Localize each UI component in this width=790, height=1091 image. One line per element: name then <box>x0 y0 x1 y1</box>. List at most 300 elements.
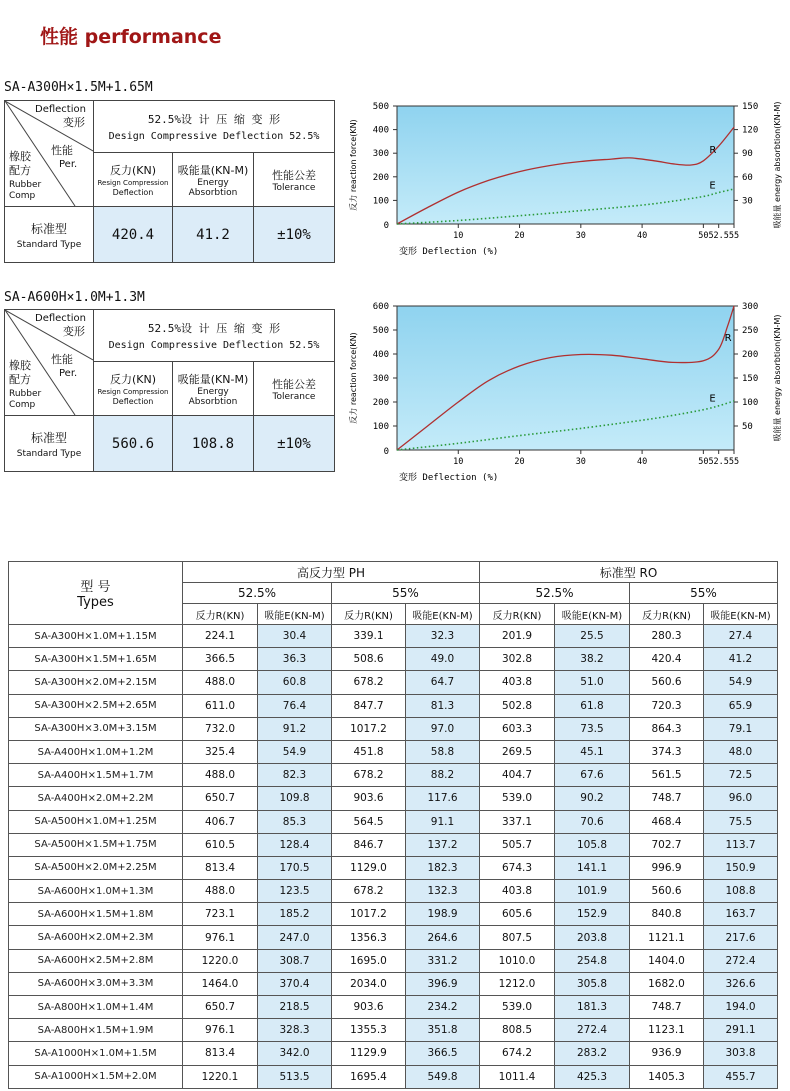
col-energy-en1: Energy <box>197 386 229 397</box>
y-left-tick-label: 600 <box>372 302 389 312</box>
energy-cell: 163.7 <box>704 903 778 926</box>
y-right-tick-label: 90 <box>742 149 753 160</box>
energy-cell: 123.5 <box>258 880 332 903</box>
reaction-cell: 1355.3 <box>332 1019 406 1042</box>
ro-pct2-header: 55% <box>630 583 778 604</box>
reaction-cell: 813.4 <box>183 1042 258 1065</box>
x-tick-label: 55 <box>728 457 740 467</box>
deflection-en-label: Deflection <box>35 313 86 324</box>
col-reaction-cn: 反力(KN) <box>109 372 157 386</box>
series-label-r: R <box>709 144 717 156</box>
reaction-cell: 564.5 <box>332 810 406 833</box>
col-r-header: 反力R(KN) <box>630 604 704 625</box>
y-right-axis-label: 吸能量 energy absorbtion(KN-M) <box>773 101 782 229</box>
x-tick-label: 30 <box>575 231 586 241</box>
reaction-cell: 1464.0 <box>183 972 258 995</box>
energy-cell: 331.2 <box>406 949 480 972</box>
reaction-cell: 1405.3 <box>630 1065 704 1088</box>
col-e-header: 吸能E(KN-M) <box>555 604 630 625</box>
col-energy-header <box>173 362 254 416</box>
table-row <box>9 625 778 648</box>
per-cn-label: 性能 <box>51 353 73 366</box>
x-tick-label: 20 <box>514 457 525 467</box>
energy-cell: 132.3 <box>406 880 480 903</box>
energy-cell: 264.6 <box>406 926 480 949</box>
energy-cell: 328.3 <box>258 1019 332 1042</box>
energy-cell: 152.9 <box>555 903 630 926</box>
table-row <box>9 1065 778 1088</box>
type-cell: SA-A300H×2.5M+2.65M <box>9 694 183 717</box>
reaction-cell: 224.1 <box>183 625 258 648</box>
deflection-cn-label: 变形 <box>63 325 85 338</box>
energy-cell: 194.0 <box>704 996 778 1019</box>
reaction-cell: 451.8 <box>332 740 406 763</box>
col-tolerance-en1: Tolerance <box>272 391 316 402</box>
reaction-cell: 488.0 <box>183 880 258 903</box>
type-cell: SA-A300H×2.0M+2.15M <box>9 671 183 694</box>
col-e-header: 吸能E(KN-M) <box>704 604 778 625</box>
x-axis-label: 变形 Deflection (%) <box>399 473 499 483</box>
x-axis-label: 变形 Deflection (%) <box>399 247 499 257</box>
energy-cell: 85.3 <box>258 810 332 833</box>
y-right-tick-label: 200 <box>742 350 759 360</box>
reaction-cell: 269.5 <box>480 740 555 763</box>
energy-cell: 45.1 <box>555 740 630 763</box>
table-row <box>9 717 778 740</box>
energy-cell: 425.3 <box>555 1065 630 1088</box>
energy-cell: 36.3 <box>258 648 332 671</box>
reaction-cell: 1212.0 <box>480 972 555 995</box>
reaction-cell: 678.2 <box>332 880 406 903</box>
reaction-cell: 847.7 <box>332 694 406 717</box>
reaction-cell: 468.4 <box>630 810 704 833</box>
reaction-cell: 403.8 <box>480 880 555 903</box>
energy-cell: 72.5 <box>704 764 778 787</box>
rubber-cn-label-1: 橡胶 <box>9 150 31 163</box>
energy-cell: 61.8 <box>555 694 630 717</box>
reaction-cell: 674.3 <box>480 856 555 879</box>
reaction-cell: 1129.9 <box>332 1042 406 1065</box>
reaction-cell: 603.3 <box>480 717 555 740</box>
reaction-cell: 748.7 <box>630 996 704 1019</box>
energy-cell: 396.9 <box>406 972 480 995</box>
series-label-e: E <box>709 393 716 405</box>
energy-cell: 181.3 <box>555 996 630 1019</box>
table-row <box>9 764 778 787</box>
energy-cell: 113.7 <box>704 833 778 856</box>
col-energy-cn: 吸能量(KN-M) <box>177 372 249 386</box>
y-right-tick-label: 300 <box>742 302 759 312</box>
y-right-tick-label: 250 <box>742 326 759 336</box>
spec-table-2 <box>4 309 335 472</box>
rubber-cn-label-2: 配方 <box>9 164 31 177</box>
reaction-cell: 366.5 <box>183 648 258 671</box>
series-label-r: R <box>724 333 732 345</box>
reaction-cell: 374.3 <box>630 740 704 763</box>
table-row <box>9 949 778 972</box>
reaction-cell: 723.1 <box>183 903 258 926</box>
energy-cell: 291.1 <box>704 1019 778 1042</box>
deflection-en-label: Deflection <box>35 104 86 115</box>
energy-cell: 342.0 <box>258 1042 332 1065</box>
value-energy: 108.8 <box>173 416 254 472</box>
y-left-zero: 0 <box>383 447 389 457</box>
y-right-tick-label: 30 <box>742 196 753 207</box>
reaction-cell: 840.8 <box>630 903 704 926</box>
reaction-cell: 560.6 <box>630 880 704 903</box>
reaction-cell: 678.2 <box>332 764 406 787</box>
type-cell: SA-A400H×2.0M+2.2M <box>9 787 183 810</box>
reaction-cell: 720.3 <box>630 694 704 717</box>
energy-cell: 38.2 <box>555 648 630 671</box>
reaction-cell: 1695.0 <box>332 949 406 972</box>
energy-cell: 109.8 <box>258 787 332 810</box>
x-tick-label: 40 <box>636 457 648 467</box>
reaction-cell: 420.4 <box>630 648 704 671</box>
energy-cell: 88.2 <box>406 764 480 787</box>
col-r-header: 反力R(KN) <box>183 604 258 625</box>
table-row <box>9 856 778 879</box>
energy-cell: 54.9 <box>704 671 778 694</box>
energy-cell: 150.9 <box>704 856 778 879</box>
value-reaction: 560.6 <box>94 416 173 472</box>
energy-cell: 96.0 <box>704 787 778 810</box>
deflection-cn-label: 变形 <box>63 116 85 129</box>
reaction-cell: 903.6 <box>332 787 406 810</box>
per-cn-label: 性能 <box>51 144 73 157</box>
x-tick-label: 52.5 <box>708 457 729 467</box>
table-row <box>9 880 778 903</box>
x-tick-label: 20 <box>514 231 525 241</box>
col-energy-header <box>173 153 254 207</box>
type-cell: SA-A300H×1.5M+1.65M <box>9 648 183 671</box>
x-tick-label: 10 <box>453 457 464 467</box>
design-header-en: Design Compressive Deflection 52.5% <box>108 131 320 143</box>
reaction-cell: 488.0 <box>183 764 258 787</box>
col-energy-en2: Absorbtion <box>188 396 238 407</box>
model-title-1: SA-A300H×1.5M+1.65M <box>4 80 153 95</box>
reaction-cell: 678.2 <box>332 671 406 694</box>
reaction-cell: 201.9 <box>480 625 555 648</box>
type-cell: SA-A800H×1.5M+1.9M <box>9 1019 183 1042</box>
energy-cell: 75.5 <box>704 810 778 833</box>
y-right-axis-label: 吸能量 energy absorbtion(KN-M) <box>773 314 782 442</box>
reaction-cell: 611.0 <box>183 694 258 717</box>
col-energy-en1: Energy <box>197 177 229 188</box>
energy-cell: 97.0 <box>406 717 480 740</box>
reaction-cell: 1017.2 <box>332 717 406 740</box>
energy-cell: 141.1 <box>555 856 630 879</box>
row-standard-en: Standard Type <box>16 239 82 250</box>
reaction-cell: 748.7 <box>630 787 704 810</box>
energy-cell: 81.3 <box>406 694 480 717</box>
y-left-tick-label: 100 <box>372 422 389 432</box>
col-reaction-en1: Resign Compression <box>97 178 169 187</box>
energy-cell: 70.6 <box>555 810 630 833</box>
reaction-cell: 1220.0 <box>183 949 258 972</box>
rubber-en-label-1: Rubber <box>9 180 42 190</box>
diagonal-header-cell <box>5 101 94 207</box>
energy-cell: 64.7 <box>406 671 480 694</box>
reaction-cell: 1404.0 <box>630 949 704 972</box>
col-e-header: 吸能E(KN-M) <box>258 604 332 625</box>
y-left-axis-label: 反力 reaction force(KN) <box>349 332 358 424</box>
col-reaction-en2: Deflection <box>112 396 154 406</box>
reaction-cell: 605.6 <box>480 903 555 926</box>
energy-cell: 272.4 <box>704 949 778 972</box>
per-en-label: Per. <box>59 368 78 379</box>
reaction-cell: 403.8 <box>480 671 555 694</box>
value-tolerance: ±10% <box>254 416 335 472</box>
y-left-axis-label: 反力 reaction force(KN) <box>349 119 358 211</box>
page-heading: 性能 performance <box>40 26 222 48</box>
table-row <box>9 926 778 949</box>
energy-cell: 513.5 <box>258 1065 332 1088</box>
energy-cell: 30.4 <box>258 625 332 648</box>
x-tick-label: 10 <box>453 231 464 241</box>
x-tick-label: 40 <box>636 231 648 241</box>
reaction-cell: 502.8 <box>480 694 555 717</box>
table-row <box>9 833 778 856</box>
energy-cell: 51.0 <box>555 671 630 694</box>
row-standard-cn: 标准型 <box>30 221 67 236</box>
ro-pct1-header: 52.5% <box>480 583 630 604</box>
table-row <box>9 740 778 763</box>
value-reaction: 420.4 <box>94 207 173 263</box>
reaction-cell: 903.6 <box>332 996 406 1019</box>
types-header-en: Types <box>77 595 114 610</box>
col-reaction-en1: Resign Compression <box>97 387 169 396</box>
reaction-cell: 2034.0 <box>332 972 406 995</box>
energy-cell: 60.8 <box>258 671 332 694</box>
x-tick-label: 30 <box>575 457 586 467</box>
reaction-cell: 976.1 <box>183 926 258 949</box>
energy-cell: 76.4 <box>258 694 332 717</box>
reaction-cell: 650.7 <box>183 996 258 1019</box>
type-cell: SA-A300H×3.0M+3.15M <box>9 717 183 740</box>
reaction-cell: 404.7 <box>480 764 555 787</box>
table-row <box>9 972 778 995</box>
energy-cell: 117.6 <box>406 787 480 810</box>
ph-pct2-header: 55% <box>332 583 480 604</box>
model-title-2: SA-A600H×1.0M+1.3M <box>4 290 145 305</box>
energy-cell: 198.9 <box>406 903 480 926</box>
energy-cell: 234.2 <box>406 996 480 1019</box>
col-reaction-cn: 反力(KN) <box>109 163 157 177</box>
reaction-cell: 280.3 <box>630 625 704 648</box>
reaction-cell: 976.1 <box>183 1019 258 1042</box>
energy-cell: 370.4 <box>258 972 332 995</box>
energy-cell: 305.8 <box>555 972 630 995</box>
energy-cell: 32.3 <box>406 625 480 648</box>
x-tick-label: 55 <box>728 231 740 241</box>
col-tolerance-cn: 性能公差 <box>272 377 316 391</box>
deflection-chart-1 <box>340 96 790 264</box>
x-tick-label: 50 <box>698 457 709 467</box>
reaction-cell: 808.5 <box>480 1019 555 1042</box>
col-reaction-en2: Deflection <box>112 187 154 197</box>
type-cell: SA-A500H×2.0M+2.25M <box>9 856 183 879</box>
y-left-tick-label: 100 <box>372 196 389 207</box>
energy-cell: 549.8 <box>406 1065 480 1088</box>
energy-cell: 254.8 <box>555 949 630 972</box>
energy-cell: 218.5 <box>258 996 332 1019</box>
reaction-cell: 339.1 <box>332 625 406 648</box>
energy-cell: 182.3 <box>406 856 480 879</box>
performance-table <box>8 561 778 1089</box>
energy-cell: 41.2 <box>704 648 778 671</box>
reaction-cell: 610.5 <box>183 833 258 856</box>
table-row <box>9 1019 778 1042</box>
reaction-cell: 406.7 <box>183 810 258 833</box>
reaction-cell: 1011.4 <box>480 1065 555 1088</box>
energy-cell: 185.2 <box>258 903 332 926</box>
energy-cell: 455.7 <box>704 1065 778 1088</box>
reaction-cell: 996.9 <box>630 856 704 879</box>
x-tick-label: 52.5 <box>708 231 729 241</box>
col-tolerance-header <box>254 362 335 416</box>
reaction-cell: 561.5 <box>630 764 704 787</box>
x-tick-label: 50 <box>698 231 709 241</box>
energy-cell: 79.1 <box>704 717 778 740</box>
deflection-chart-2 <box>340 296 790 488</box>
reaction-cell: 674.2 <box>480 1042 555 1065</box>
col-tolerance-header <box>254 153 335 207</box>
row-standard-en: Standard Type <box>16 448 82 459</box>
y-right-tick-label: 60 <box>742 172 753 183</box>
energy-cell: 247.0 <box>258 926 332 949</box>
energy-cell: 67.6 <box>555 764 630 787</box>
energy-cell: 82.3 <box>258 764 332 787</box>
reaction-cell: 325.4 <box>183 740 258 763</box>
energy-cell: 217.6 <box>704 926 778 949</box>
energy-cell: 272.4 <box>555 1019 630 1042</box>
row-standard-type <box>5 416 94 472</box>
table-row <box>9 648 778 671</box>
reaction-cell: 508.6 <box>332 648 406 671</box>
energy-cell: 91.2 <box>258 717 332 740</box>
col-energy-en2: Absorbtion <box>188 187 238 198</box>
ph-pct1-header: 52.5% <box>183 583 332 604</box>
reaction-cell: 505.7 <box>480 833 555 856</box>
energy-cell: 90.2 <box>555 787 630 810</box>
energy-cell: 91.1 <box>406 810 480 833</box>
col-tolerance-cn: 性能公差 <box>272 168 316 182</box>
y-left-tick-label: 300 <box>372 374 389 384</box>
energy-cell: 58.8 <box>406 740 480 763</box>
reaction-cell: 807.5 <box>480 926 555 949</box>
reaction-cell: 864.3 <box>630 717 704 740</box>
type-cell: SA-A600H×3.0M+3.3M <box>9 972 183 995</box>
rubber-cn-label-2: 配方 <box>9 373 31 386</box>
group-ph-header: 高反力型 PH <box>183 562 480 583</box>
rubber-en-label-1: Rubber <box>9 389 42 399</box>
rubber-cn-label-1: 橡胶 <box>9 359 31 372</box>
energy-cell: 105.8 <box>555 833 630 856</box>
rubber-en-label-2: Comp <box>9 400 36 410</box>
reaction-cell: 813.4 <box>183 856 258 879</box>
reaction-cell: 1121.1 <box>630 926 704 949</box>
group-ro-header: 标准型 RO <box>480 562 778 583</box>
energy-cell: 49.0 <box>406 648 480 671</box>
energy-cell: 326.6 <box>704 972 778 995</box>
type-cell: SA-A400H×1.0M+1.2M <box>9 740 183 763</box>
type-cell: SA-A600H×2.5M+2.8M <box>9 949 183 972</box>
design-header-cn: 52.5%设 计 压 缩 变 形 <box>147 322 281 336</box>
energy-cell: 308.7 <box>258 949 332 972</box>
type-cell: SA-A600H×2.0M+2.3M <box>9 926 183 949</box>
row-standard-cn: 标准型 <box>30 430 67 445</box>
y-right-tick-label: 120 <box>742 125 759 136</box>
y-right-tick-label: 50 <box>742 422 753 432</box>
col-r-header: 反力R(KN) <box>332 604 406 625</box>
reaction-cell: 539.0 <box>480 787 555 810</box>
type-cell: SA-A1000H×1.0M+1.5M <box>9 1042 183 1065</box>
table-row <box>9 810 778 833</box>
energy-cell: 351.8 <box>406 1019 480 1042</box>
series-label-e: E <box>709 180 716 192</box>
energy-cell: 366.5 <box>406 1042 480 1065</box>
y-left-tick-label: 300 <box>372 149 389 160</box>
type-cell: SA-A800H×1.0M+1.4M <box>9 996 183 1019</box>
col-reaction-header <box>94 362 173 416</box>
row-standard-type <box>5 207 94 263</box>
reaction-cell: 1356.3 <box>332 926 406 949</box>
energy-cell: 101.9 <box>555 880 630 903</box>
y-right-tick-label: 150 <box>742 374 759 384</box>
y-left-tick-label: 500 <box>372 326 389 336</box>
y-left-tick-label: 400 <box>372 350 389 360</box>
energy-cell: 54.9 <box>258 740 332 763</box>
y-left-tick-label: 200 <box>372 172 389 183</box>
col-tolerance-en1: Tolerance <box>272 182 316 193</box>
col-energy-cn: 吸能量(KN-M) <box>177 163 249 177</box>
reaction-cell: 1017.2 <box>332 903 406 926</box>
y-right-tick-label: 150 <box>742 102 759 112</box>
reaction-cell: 1010.0 <box>480 949 555 972</box>
energy-cell: 73.5 <box>555 717 630 740</box>
energy-cell: 25.5 <box>555 625 630 648</box>
y-right-tick-label: 100 <box>742 398 759 408</box>
type-cell: SA-A1000H×1.5M+2.0M <box>9 1065 183 1088</box>
energy-cell: 203.8 <box>555 926 630 949</box>
reaction-cell: 650.7 <box>183 787 258 810</box>
design-header-cell <box>94 310 335 362</box>
energy-cell: 303.8 <box>704 1042 778 1065</box>
table-row <box>9 996 778 1019</box>
reaction-cell: 702.7 <box>630 833 704 856</box>
reaction-cell: 488.0 <box>183 671 258 694</box>
value-energy: 41.2 <box>173 207 254 263</box>
energy-cell: 128.4 <box>258 833 332 856</box>
col-e-header: 吸能E(KN-M) <box>406 604 480 625</box>
table-row <box>9 787 778 810</box>
value-tolerance: ±10% <box>254 207 335 263</box>
y-left-tick-label: 400 <box>372 125 389 136</box>
type-cell: SA-A600H×1.5M+1.8M <box>9 903 183 926</box>
energy-cell: 283.2 <box>555 1042 630 1065</box>
energy-cell: 170.5 <box>258 856 332 879</box>
types-header <box>9 562 183 625</box>
reaction-cell: 560.6 <box>630 671 704 694</box>
plot-area <box>397 306 734 450</box>
reaction-cell: 302.8 <box>480 648 555 671</box>
reaction-cell: 1682.0 <box>630 972 704 995</box>
energy-cell: 27.4 <box>704 625 778 648</box>
y-left-tick-label: 200 <box>372 398 389 408</box>
energy-cell: 108.8 <box>704 880 778 903</box>
col-reaction-header <box>94 153 173 207</box>
